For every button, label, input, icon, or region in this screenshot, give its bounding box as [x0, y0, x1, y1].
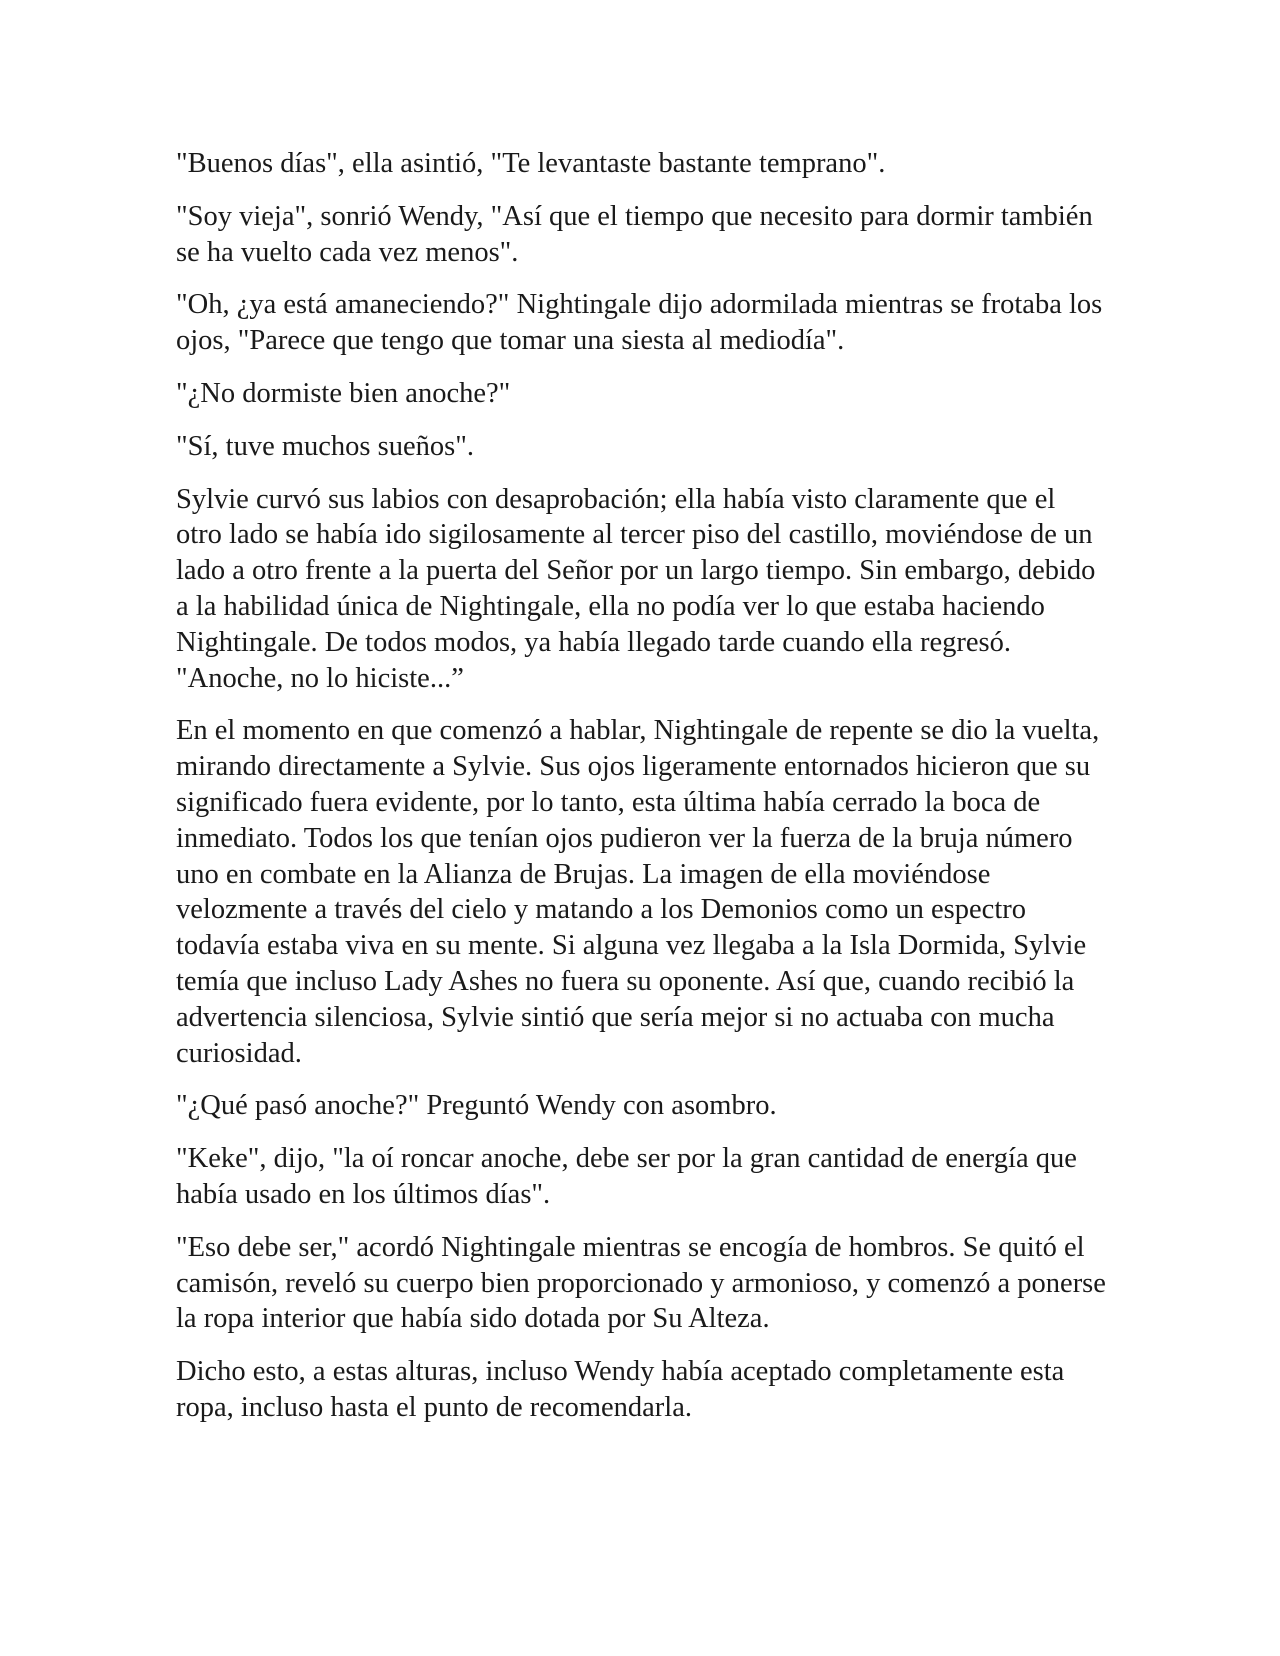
paragraph: Sylvie curvó sus labios con desaprobación; ella había visto claramente que el otro lado se había ido sigilosamente al tercer piso del castillo, moviéndose de un lado a otro frente a la puerta del Señor por un largo tiempo. Sin embargo, debido a la habilidad única de Nightingale, ella no podía ver lo que estaba haciendo Nightingale. De todos modos, ya había llegado tarde cuando ella regresó. "Anoche, no lo hiciste...” — [176, 483, 1096, 694]
paragraph: "¿Qué pasó anoche?" Preguntó Wendy con asombro. — [176, 1090, 777, 1122]
paragraph: "Keke", dijo, "la oí roncar anoche, debe ser por la gran cantidad de energía que había usado en los últimos días". — [176, 1143, 1077, 1210]
paragraph: "Buenos días", ella asintió, "Te levantaste bastante temprano". — [176, 148, 886, 179]
paragraph: "Oh, ¿ya está amaneciendo?" Nightingale dijo adormilada mientras se frotaba los ojos, "Parece que tengo que tomar una siesta al mediodía". — [176, 289, 1103, 357]
paragraph: "Soy vieja", sonrió Wendy, "Así que el tiempo que necesito para dormir también se ha vuelto cada vez menos". — [176, 200, 1093, 268]
paragraph: "¿No dormiste bien anoche?" — [176, 377, 511, 409]
paragraph: Dicho esto, a estas alturas, incluso Wendy había aceptado completamente esta ropa, incluso hasta el punto de recomendarla. — [176, 1356, 1065, 1423]
paragraph: "Eso debe ser," acordó Nightingale mientras se encogía de hombros. Se quitó el camisón, reveló su cuerpo bien proporcionado y armonioso, y comenzó a ponerse la ropa interior que había sido dotada por Su Alteza. — [176, 1231, 1106, 1335]
document-body — [176, 146, 1106, 1443]
paragraph: "Sí, tuve muchos sueños". — [176, 430, 474, 462]
paragraph: En el momento en que comenzó a hablar, Nightingale de repente se dio la vuelta, mirando directamente a Sylvie. Sus ojos ligeramente entornados hicieron que su significado fuera evidente, por lo tanto, esta última había cerrado la boca de inmediato. Todos los que tenían ojos pudieron ver la fuerza de la bruja número uno en combate en la Alianza de Brujas. La imagen de ella moviéndose velozmente a través del cielo y matando a los Demonios como un espectro todavía estaba viva en su mente. Si alguna vez llegaba a la Isla Dormida, Sylvie temía que incluso Lady Ashes no fuera su oponente. Así que, cuando recibió la advertencia silenciosa, Sylvie sintió que sería mejor si no actuaba con mucha curiosidad. — [176, 715, 1100, 1069]
